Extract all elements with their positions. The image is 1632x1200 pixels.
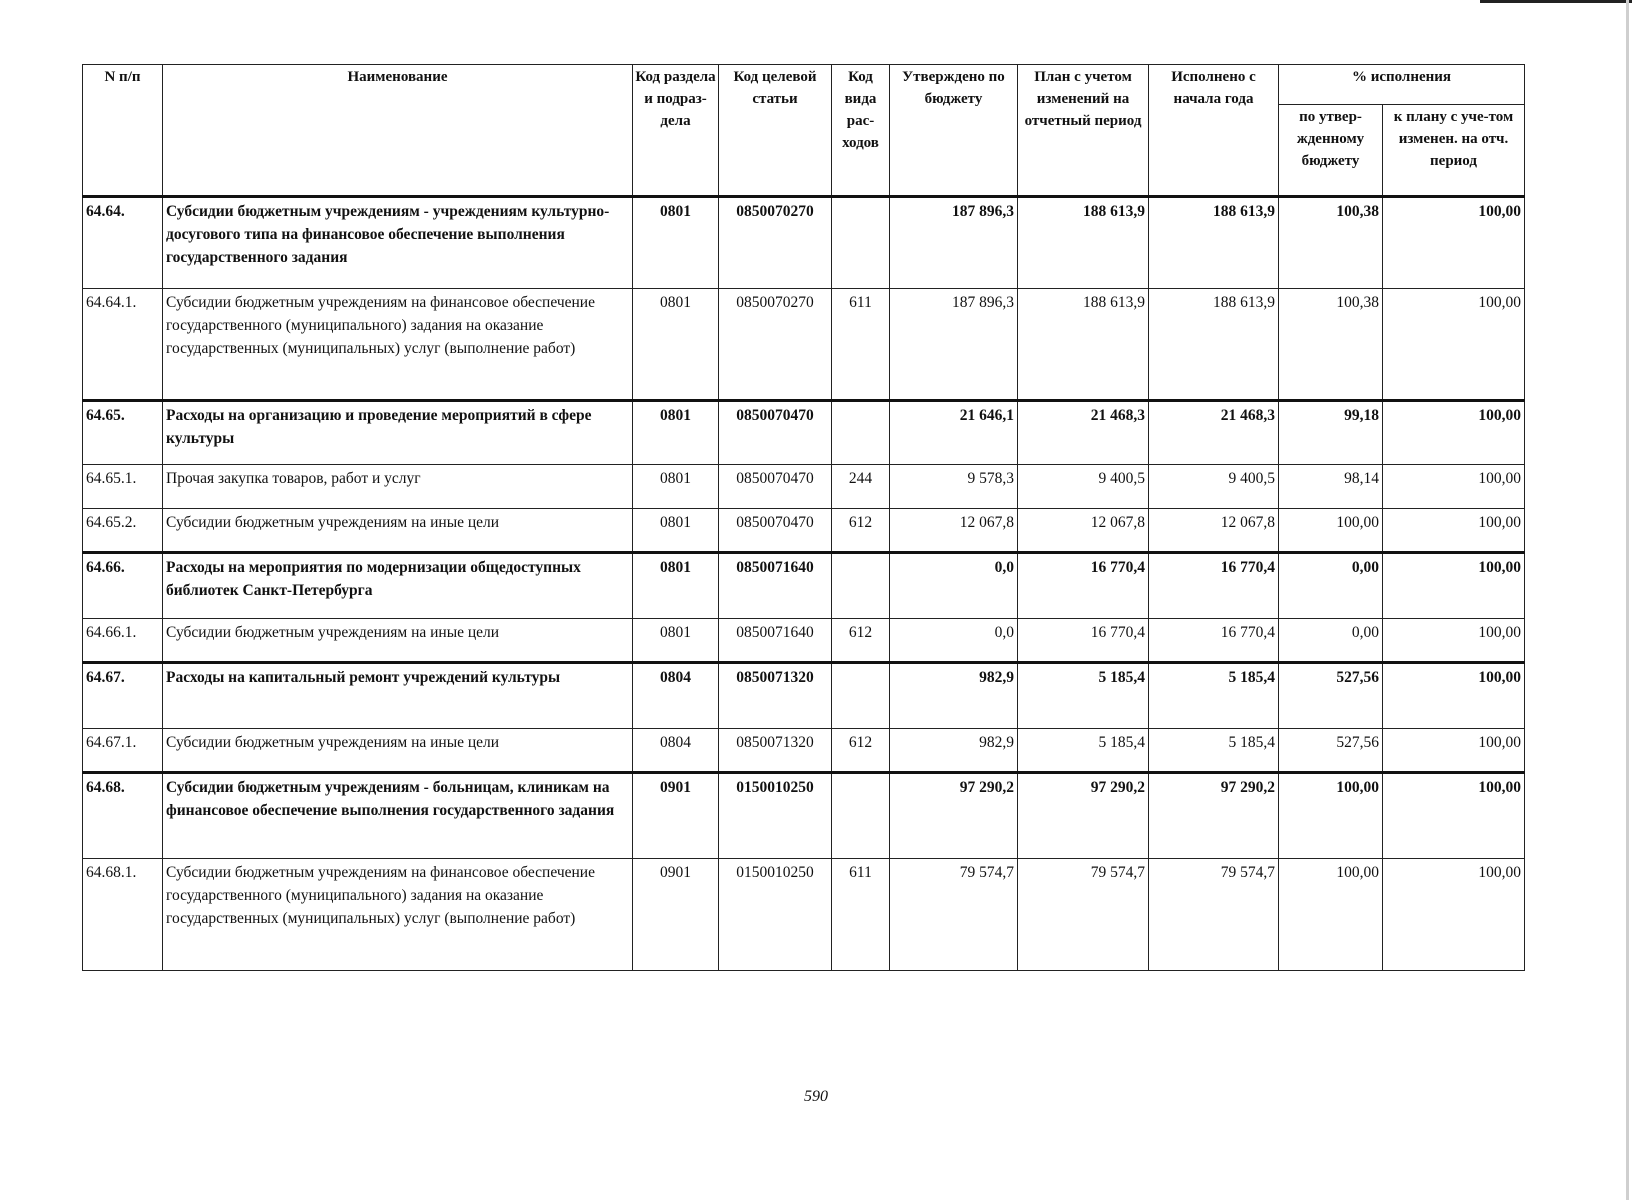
row-pct-plan: 100,00 [1383, 773, 1525, 859]
row-expense-type-code: 612 [832, 509, 890, 553]
row-approved: 12 067,8 [890, 509, 1018, 553]
table-row [83, 289, 1525, 401]
row-expense-type-code: 612 [832, 729, 890, 773]
row-name: Субсидии бюджетным учреждениям на иные цели [163, 729, 633, 773]
table-row [83, 553, 1525, 619]
table-header-row [83, 65, 1525, 105]
row-approved: 21 646,1 [890, 401, 1018, 465]
row-executed: 97 290,2 [1149, 773, 1279, 859]
row-executed: 188 613,9 [1149, 197, 1279, 289]
row-pct-approved: 99,18 [1279, 401, 1383, 465]
row-target-code: 0150010250 [719, 859, 832, 971]
row-pct-approved: 100,00 [1279, 859, 1383, 971]
row-name: Субсидии бюджетным учреждениям - больницам, клиникам на финансовое обеспечение выполнения государственного задания [163, 773, 633, 859]
row-pct-plan: 100,00 [1383, 401, 1525, 465]
row-section-code: 0901 [633, 773, 719, 859]
header-executed: Исполнено с начала года [1149, 65, 1279, 197]
row-pct-approved: 100,38 [1279, 197, 1383, 289]
row-pct-approved: 0,00 [1279, 553, 1383, 619]
row-expense-type-code [832, 663, 890, 729]
row-plan: 16 770,4 [1018, 553, 1149, 619]
row-name: Расходы на капитальный ремонт учреждений культуры [163, 663, 633, 729]
header-approved: Утверждено по бюджету [890, 65, 1018, 197]
row-executed: 21 468,3 [1149, 401, 1279, 465]
row-plan: 21 468,3 [1018, 401, 1149, 465]
header-expense-type-code: Код вида рас-ходов [832, 65, 890, 197]
row-target-code: 0850071320 [719, 663, 832, 729]
row-number: 64.64. [83, 197, 163, 289]
row-pct-approved: 527,56 [1279, 729, 1383, 773]
row-name: Субсидии бюджетным учреждениям на финансовое обеспечение государственного (муниципального) задания на оказание государственных (муниципальных) услуг (выполнение работ) [163, 859, 633, 971]
row-approved: 187 896,3 [890, 289, 1018, 401]
table-row [83, 197, 1525, 289]
table-row [83, 619, 1525, 663]
scan-edge-top [1480, 0, 1632, 3]
row-pct-plan: 100,00 [1383, 509, 1525, 553]
row-number: 64.66.1. [83, 619, 163, 663]
row-plan: 16 770,4 [1018, 619, 1149, 663]
row-plan: 5 185,4 [1018, 663, 1149, 729]
row-target-code: 0850071640 [719, 619, 832, 663]
row-pct-approved: 527,56 [1279, 663, 1383, 729]
row-target-code: 0850070470 [719, 465, 832, 509]
header-no: N п/п [83, 65, 163, 197]
row-pct-plan: 100,00 [1383, 465, 1525, 509]
row-name: Прочая закупка товаров, работ и услуг [163, 465, 633, 509]
scan-edge-right [1626, 0, 1629, 1200]
row-target-code: 0850070470 [719, 401, 832, 465]
row-name: Субсидии бюджетным учреждениям на финансовое обеспечение государственного (муниципального) задания на оказание государственных (муниципальных) услуг (выполнение работ) [163, 289, 633, 401]
row-section-code: 0804 [633, 663, 719, 729]
row-approved: 79 574,7 [890, 859, 1018, 971]
row-expense-type-code [832, 401, 890, 465]
row-pct-plan: 100,00 [1383, 289, 1525, 401]
row-target-code: 0850071320 [719, 729, 832, 773]
row-executed: 5 185,4 [1149, 663, 1279, 729]
row-executed: 79 574,7 [1149, 859, 1279, 971]
row-number: 64.68. [83, 773, 163, 859]
row-pct-approved: 100,38 [1279, 289, 1383, 401]
row-expense-type-code: 611 [832, 289, 890, 401]
row-pct-plan: 100,00 [1383, 197, 1525, 289]
row-pct-plan: 100,00 [1383, 729, 1525, 773]
row-name: Субсидии бюджетным учреждениям на иные цели [163, 509, 633, 553]
row-plan: 97 290,2 [1018, 773, 1149, 859]
row-executed: 16 770,4 [1149, 553, 1279, 619]
row-pct-plan: 100,00 [1383, 859, 1525, 971]
budget-execution-table [82, 64, 1525, 971]
row-number: 64.66. [83, 553, 163, 619]
row-target-code: 0850070470 [719, 509, 832, 553]
row-expense-type-code [832, 197, 890, 289]
row-approved: 9 578,3 [890, 465, 1018, 509]
row-section-code: 0801 [633, 197, 719, 289]
row-target-code: 0150010250 [719, 773, 832, 859]
row-target-code: 0850071640 [719, 553, 832, 619]
row-plan: 188 613,9 [1018, 197, 1149, 289]
row-expense-type-code: 244 [832, 465, 890, 509]
row-plan: 5 185,4 [1018, 729, 1149, 773]
row-executed: 12 067,8 [1149, 509, 1279, 553]
row-target-code: 0850070270 [719, 289, 832, 401]
row-section-code: 0901 [633, 859, 719, 971]
row-expense-type-code: 611 [832, 859, 890, 971]
row-expense-type-code [832, 773, 890, 859]
page-number: 590 [804, 1088, 828, 1105]
row-plan: 9 400,5 [1018, 465, 1149, 509]
row-number: 64.67.1. [83, 729, 163, 773]
row-pct-approved: 100,00 [1279, 773, 1383, 859]
row-name: Субсидии бюджетным учреждениям - учреждениям культурно-досугового типа на финансовое обеспечение выполнения государственного задания [163, 197, 633, 289]
table-row [83, 465, 1525, 509]
row-expense-type-code: 612 [832, 619, 890, 663]
row-pct-approved: 0,00 [1279, 619, 1383, 663]
row-number: 64.65. [83, 401, 163, 465]
row-pct-plan: 100,00 [1383, 553, 1525, 619]
table-row [83, 401, 1525, 465]
row-plan: 12 067,8 [1018, 509, 1149, 553]
row-approved: 0,0 [890, 553, 1018, 619]
header-pct-plan: к плану с уче-том изменен. на отч. период [1383, 105, 1525, 197]
row-number: 64.67. [83, 663, 163, 729]
header-section-code: Код раздела и подраз-дела [633, 65, 719, 197]
row-section-code: 0801 [633, 289, 719, 401]
header-target-code: Код целевой статьи [719, 65, 832, 197]
row-approved: 982,9 [890, 729, 1018, 773]
table-row [83, 773, 1525, 859]
row-number: 64.65.1. [83, 465, 163, 509]
row-name: Расходы на мероприятия по модернизации общедоступных библиотек Санкт-Петербурга [163, 553, 633, 619]
row-section-code: 0801 [633, 619, 719, 663]
row-pct-plan: 100,00 [1383, 663, 1525, 729]
row-section-code: 0801 [633, 401, 719, 465]
row-expense-type-code [832, 553, 890, 619]
table-row [83, 859, 1525, 971]
table-row [83, 509, 1525, 553]
header-name: Наименование [163, 65, 633, 197]
row-approved: 0,0 [890, 619, 1018, 663]
row-name: Субсидии бюджетным учреждениям на иные цели [163, 619, 633, 663]
header-pct-approved: по утвер-жденному бюджету [1279, 105, 1383, 197]
row-section-code: 0804 [633, 729, 719, 773]
row-section-code: 0801 [633, 465, 719, 509]
row-number: 64.64.1. [83, 289, 163, 401]
row-executed: 9 400,5 [1149, 465, 1279, 509]
row-approved: 187 896,3 [890, 197, 1018, 289]
row-pct-approved: 100,00 [1279, 509, 1383, 553]
row-section-code: 0801 [633, 509, 719, 553]
row-executed: 188 613,9 [1149, 289, 1279, 401]
row-plan: 79 574,7 [1018, 859, 1149, 971]
row-pct-plan: 100,00 [1383, 619, 1525, 663]
table-row [83, 729, 1525, 773]
row-plan: 188 613,9 [1018, 289, 1149, 401]
row-approved: 97 290,2 [890, 773, 1018, 859]
row-section-code: 0801 [633, 553, 719, 619]
table-row [83, 663, 1525, 729]
row-number: 64.68.1. [83, 859, 163, 971]
row-name: Расходы на организацию и проведение мероприятий в сфере культуры [163, 401, 633, 465]
row-executed: 5 185,4 [1149, 729, 1279, 773]
row-number: 64.65.2. [83, 509, 163, 553]
header-percent-group: % исполнения [1279, 65, 1525, 105]
row-executed: 16 770,4 [1149, 619, 1279, 663]
header-plan: План с учетом изменений на отчетный период [1018, 65, 1149, 197]
row-pct-approved: 98,14 [1279, 465, 1383, 509]
row-approved: 982,9 [890, 663, 1018, 729]
row-target-code: 0850070270 [719, 197, 832, 289]
